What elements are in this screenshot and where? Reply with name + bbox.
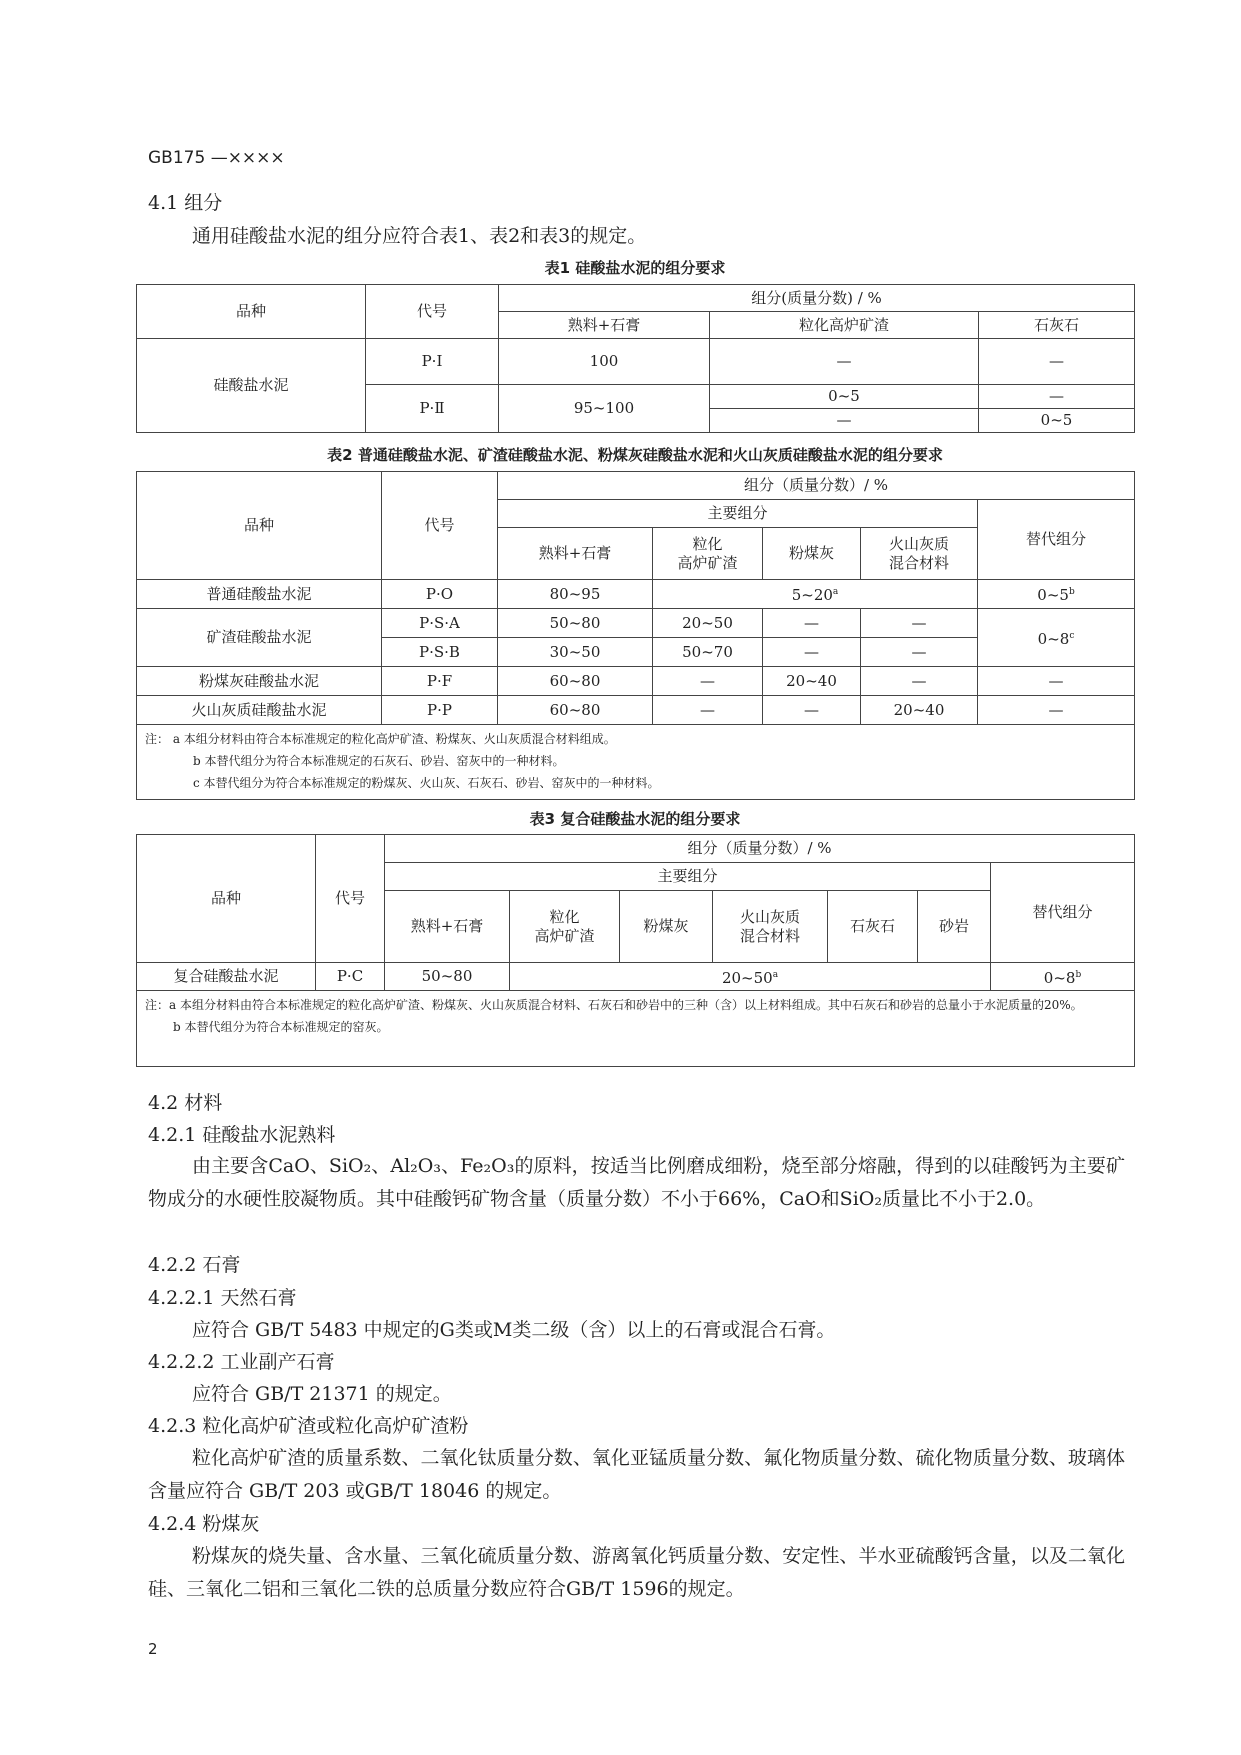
table-cell: 20~50$^a$ xyxy=(510,963,991,991)
table-1 xyxy=(136,284,1135,433)
table-cell: 20~40 xyxy=(861,696,978,725)
table-cell: — xyxy=(861,638,978,667)
table-2-notes xyxy=(137,725,1135,800)
table-cell: — xyxy=(861,667,978,696)
table-cell: 0~5 xyxy=(710,385,979,409)
table-cell: 5~20$^a$ xyxy=(653,580,978,609)
table-cell: P·O xyxy=(382,580,498,609)
section-4-2-2-2-title: 4.2.2.2 工业副产石膏 xyxy=(148,1351,335,1373)
table-header-cell: 熟料+石膏 xyxy=(385,891,510,963)
section-4-1-title: 4.1 组分 xyxy=(148,192,223,214)
table-header-cell: 砂岩 xyxy=(918,891,991,963)
table-cell: 95~100 xyxy=(499,385,710,433)
table-header-cell: 粉煤灰 xyxy=(763,528,861,580)
table-note: b 本替代组分为符合本标准规定的石灰石、砂岩、窑灰中的一种材料。 xyxy=(193,754,565,768)
table-1-caption: 表1 硅酸盐水泥的组分要求 xyxy=(544,259,726,277)
table-header-cell: 组分（质量分数）/ % xyxy=(385,835,1135,863)
table-note: 注： a 本组分材料由符合本标准规定的粒化高炉矿渣、粉煤灰、火山灰质混合材料组成。 xyxy=(145,732,616,746)
table-header-cell: 品种 xyxy=(137,472,382,580)
table-cell: 50~80 xyxy=(385,963,510,991)
section-4-2-1-body: 由主要含CaO、SiO₂、Al₂O₃、Fe₂O₃的原料，按适当比例磨成细粉，烧至部分熔融，得到的以硅酸钙为主要矿物成分的水硬性胶凝物质。其中硅酸钙矿物含量（质量分数）不小于66%，CaO和SiO₂质量比不小于2.0。 xyxy=(148,1155,1125,1210)
table-note: 注：a 本组分材料由符合本标准规定的粒化高炉矿渣、粉煤灰、火山灰质混合材料、石灰石和砂岩中的三种（含）以上材料组成。其中石灰石和砂岩的总量小于水泥质量的20%。 xyxy=(145,998,1083,1012)
table-cell: 硅酸盐水泥 xyxy=(137,339,366,433)
table-cell: 100 xyxy=(499,339,710,385)
table-cell: P·S·A xyxy=(382,609,498,638)
section-4-2-4-title: 4.2.4 粉煤灰 xyxy=(148,1513,260,1535)
table-cell: — xyxy=(763,609,861,638)
table-cell: — xyxy=(653,696,763,725)
table-3-notes xyxy=(137,991,1135,1067)
table-cell: — xyxy=(653,667,763,696)
table-cell: 30~50 xyxy=(498,638,653,667)
table-header-cell: 代号 xyxy=(382,472,498,580)
table-header-cell: 熟料+石膏 xyxy=(498,528,653,580)
table-cell: P·S·B xyxy=(382,638,498,667)
table-header-cell: 代号 xyxy=(366,285,499,339)
table-header-cell: 粒化 高炉矿渣 xyxy=(653,528,763,580)
table-cell: 火山灰质硅酸盐水泥 xyxy=(137,696,382,725)
table-cell: — xyxy=(763,638,861,667)
table-cell: P·Ⅰ xyxy=(366,339,499,385)
table-2-caption: 表2 普通硅酸盐水泥、矿渣硅酸盐水泥、粉煤灰硅酸盐水泥和火山灰质硅酸盐水泥的组分要求 xyxy=(327,446,943,464)
table-cell: — xyxy=(763,696,861,725)
table-2 xyxy=(136,471,1135,800)
table-header-cell: 替代组分 xyxy=(991,863,1135,963)
page-number: 2 xyxy=(148,1640,158,1658)
section-4-2-2-1-body: 应符合 GB/T 5483 中规定的G类或M类二级（含）以上的石膏或混合石膏。 xyxy=(192,1319,836,1341)
table-cell: 矿渣硅酸盐水泥 xyxy=(137,609,382,667)
table-header-cell: 品种 xyxy=(137,835,316,963)
table-header-cell: 粒化 高炉矿渣 xyxy=(510,891,620,963)
table-cell: 0~8$^c$ xyxy=(978,609,1135,667)
section-4-2-4-body: 粉煤灰的烧失量、含水量、三氧化硫质量分数、游离氧化钙质量分数、安定性、半水亚硫酸钙含量，以及二氧化硅、三氧化二铝和三氧化二铁的总质量分数应符合GB/T 1596的规定。 xyxy=(148,1545,1125,1600)
table-cell: — xyxy=(979,339,1135,385)
table-header-cell: 品种 xyxy=(137,285,366,339)
table-header-cell: 石灰石 xyxy=(828,891,918,963)
section-4-1-intro: 通用硅酸盐水泥的组分应符合表1、表2和表3的规定。 xyxy=(192,225,647,247)
table-cell: P·P xyxy=(382,696,498,725)
table-cell: 60~80 xyxy=(498,696,653,725)
table-cell: 0~8$^b$ xyxy=(991,963,1135,991)
table-note: b 本替代组分为符合本标准规定的窑灰。 xyxy=(173,1020,389,1034)
table-cell: 50~80 xyxy=(498,609,653,638)
table-cell: 60~80 xyxy=(498,667,653,696)
table-cell: 80~95 xyxy=(498,580,653,609)
section-4-2-2-1-title: 4.2.2.1 天然石膏 xyxy=(148,1287,297,1309)
table-cell: 0~5$^b$ xyxy=(978,580,1135,609)
table-cell: — xyxy=(710,339,979,385)
table-header-cell: 代号 xyxy=(316,835,385,963)
table-cell: 50~70 xyxy=(653,638,763,667)
section-4-2-1-title: 4.2.1 硅酸盐水泥熟料 xyxy=(148,1124,336,1146)
table-header-cell: 火山灰质 混合材料 xyxy=(713,891,828,963)
table-cell: 复合硅酸盐水泥 xyxy=(137,963,316,991)
table-cell: — xyxy=(978,667,1135,696)
table-3-caption: 表3 复合硅酸盐水泥的组分要求 xyxy=(529,810,741,828)
table-header-cell: 火山灰质 混合材料 xyxy=(861,528,978,580)
section-4-2-3-title: 4.2.3 粒化高炉矿渣或粒化高炉矿渣粉 xyxy=(148,1415,469,1437)
table-header-cell: 主要组分 xyxy=(498,500,978,528)
table-header-cell: 主要组分 xyxy=(385,863,991,891)
table-cell: P·F xyxy=(382,667,498,696)
table-header-cell: 石灰石 xyxy=(979,312,1135,339)
table-cell: P·C xyxy=(316,963,385,991)
table-cell: — xyxy=(861,609,978,638)
section-4-2-3-body: 粒化高炉矿渣的质量系数、二氧化钛质量分数、氧化亚锰质量分数、氟化物质量分数、硫化物质量分数、玻璃体含量应符合 GB/T 203 或GB/T 18046 的规定。 xyxy=(148,1447,1125,1502)
standard-code: GB175 —×××× xyxy=(148,148,285,168)
table-note: c 本替代组分为符合本标准规定的粉煤灰、火山灰、石灰石、砂岩、窑灰中的一种材料。 xyxy=(193,776,660,790)
table-cell: 粉煤灰硅酸盐水泥 xyxy=(137,667,382,696)
table-cell: 20~40 xyxy=(763,667,861,696)
table-cell: — xyxy=(979,385,1135,409)
table-header-cell: 组分(质量分数) / % xyxy=(499,285,1135,312)
table-header-cell: 替代组分 xyxy=(978,500,1135,580)
table-cell: 0~5 xyxy=(979,409,1135,433)
table-cell: P·Ⅱ xyxy=(366,385,499,433)
section-4-2-2-title: 4.2.2 石膏 xyxy=(148,1254,241,1276)
table-cell: 20~50 xyxy=(653,609,763,638)
table-header-cell: 粉煤灰 xyxy=(620,891,713,963)
table-header-cell: 粒化高炉矿渣 xyxy=(710,312,979,339)
section-4-2-2-2-body: 应符合 GB/T 21371 的规定。 xyxy=(192,1383,452,1405)
section-4-2-title: 4.2 材料 xyxy=(148,1092,223,1114)
table-header-cell: 熟料+石膏 xyxy=(499,312,710,339)
table-cell: — xyxy=(978,696,1135,725)
table-header-cell: 组分（质量分数）/ % xyxy=(498,472,1135,500)
table-3 xyxy=(136,834,1135,1067)
table-cell: 普通硅酸盐水泥 xyxy=(137,580,382,609)
table-cell: — xyxy=(710,409,979,433)
